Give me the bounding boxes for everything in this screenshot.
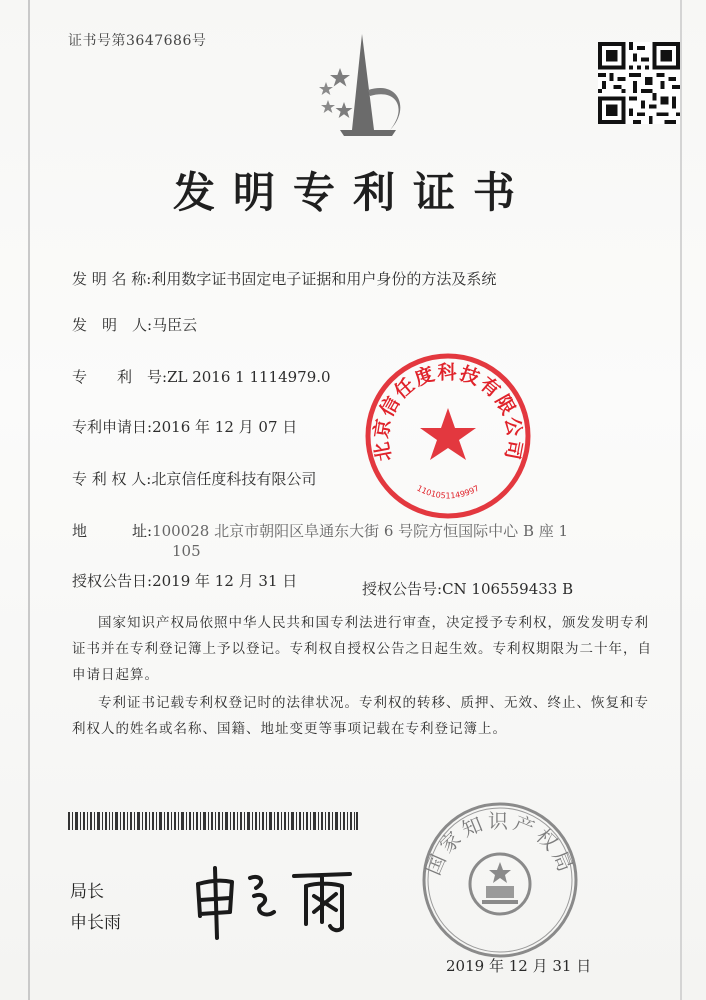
filing-date-label: 专利申请日:	[72, 418, 153, 436]
signer-title: 局长	[70, 882, 104, 902]
inventor-value: 马臣云	[152, 316, 198, 334]
field-patentee	[72, 468, 316, 489]
cnipa-emblem-icon	[300, 30, 420, 150]
issue-date: 2019 年 12 月 31 日	[446, 957, 592, 975]
address-value-line1: 100028 北京市朝阳区阜通东大街 6 号院方恒国际中心 B 座 1	[152, 522, 569, 540]
grant-date-value: 2019 年 12 月 31 日	[152, 572, 298, 590]
field-address	[72, 520, 568, 541]
qr-code-icon	[598, 42, 680, 124]
certificate-title: 发明专利证书	[172, 168, 533, 217]
handwritten-signature-icon	[190, 862, 370, 942]
field-grant-date	[72, 570, 297, 591]
patentee-label: 专 利 权 人:	[72, 470, 152, 488]
state-ip-office-seal	[420, 800, 580, 960]
body-paragraph-1: 国家知识产权局依照中华人民共和国专利法进行审查，决定授予专利权，颁发发明专利证书并在专利登记簿上予以登记。专利权自授权公告之日起生效。专利权期限为二十年，自申请日起算。	[72, 615, 652, 683]
company-seal	[362, 350, 534, 522]
signer-name: 申长雨	[70, 913, 121, 933]
body-paragraph-2: 专利证书记载专利权登记时的法律状况。专利权的转移、质押、无效、终止、恢复和专利权人的姓名或名称、国籍、地址变更等事项记载在专利登记簿上。	[72, 695, 649, 737]
company-seal-text: 北京信任度科技有限公司	[370, 361, 526, 464]
field-inventor	[72, 314, 197, 335]
field-patent-number	[72, 366, 331, 387]
barcode-icon	[68, 812, 358, 830]
filing-date-value: 2016 年 12 月 07 日	[152, 418, 298, 436]
patent-number-value: ZL 2016 1 1114979.0	[167, 368, 331, 386]
patent-number-label: 专 利 号:	[72, 368, 168, 386]
grant-number-value: CN 106559433 B	[442, 580, 574, 598]
left-border-line	[28, 0, 30, 1000]
address-value-line2: 105	[172, 542, 201, 560]
field-grant-number	[362, 578, 573, 599]
company-seal-number: 1101051149997	[415, 483, 481, 501]
right-border-line	[680, 0, 682, 1000]
certificate-number: 证书号第3647686号	[68, 33, 207, 49]
field-invention-name	[72, 268, 496, 289]
field-filing-date	[72, 416, 297, 437]
invention-name-value: 利用数字证书固定电子证据和用户身份的方法及系统	[151, 270, 497, 288]
invention-name-label: 发 明 名 称:	[72, 270, 152, 288]
patentee-value: 北京信任度科技有限公司	[151, 470, 317, 488]
state-seal-text: 国家知识产权局	[420, 809, 580, 879]
grant-date-label: 授权公告日:	[72, 572, 153, 590]
inventor-label: 发 明 人:	[72, 316, 153, 334]
svg-text:1101051149997	[415, 484, 480, 501]
grant-number-label: 授权公告号:	[362, 580, 443, 598]
address-label: 地 址:	[72, 522, 153, 540]
